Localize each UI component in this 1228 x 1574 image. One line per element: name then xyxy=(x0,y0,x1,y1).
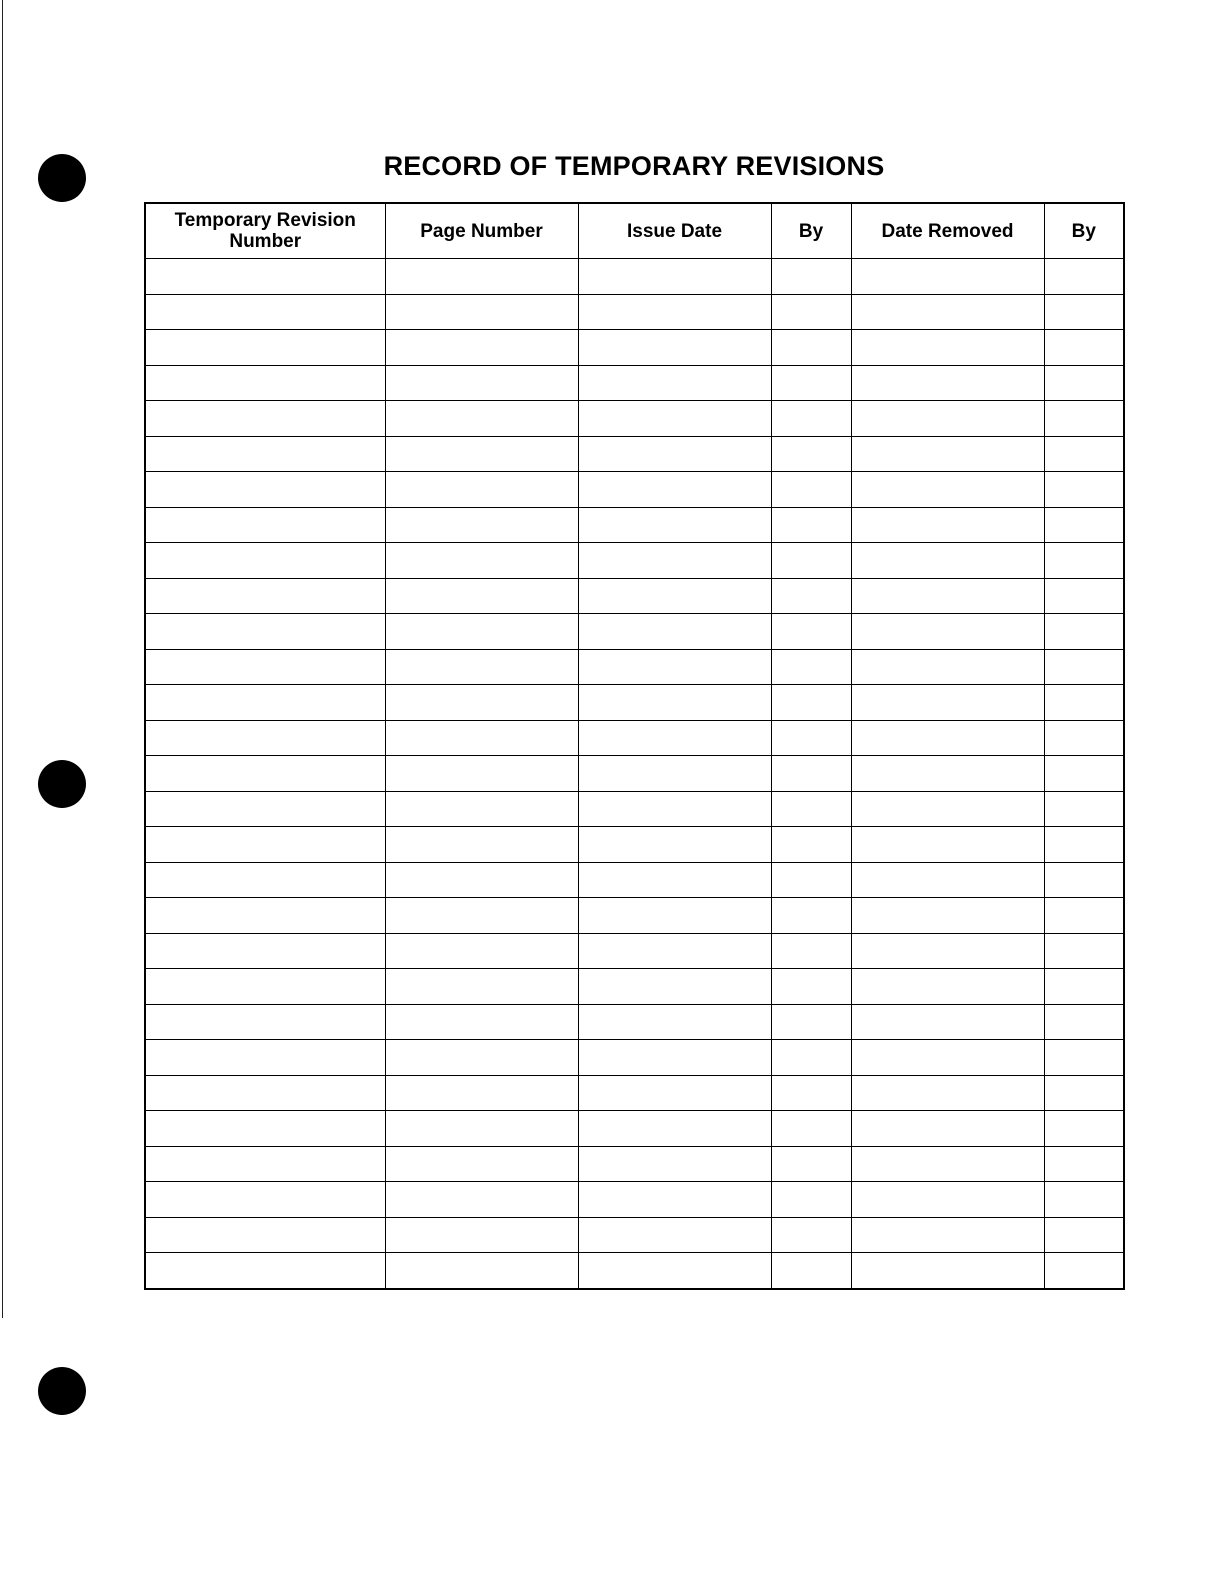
table-row xyxy=(145,1253,1124,1289)
cell-date-removed xyxy=(851,685,1044,721)
cell-by-issued xyxy=(771,1146,851,1182)
cell-by-removed xyxy=(1044,294,1124,330)
cell-issue-date xyxy=(578,1182,771,1218)
cell-by-issued xyxy=(771,1075,851,1111)
binder-hole-middle xyxy=(38,760,86,808)
cell-by-issued xyxy=(771,543,851,579)
table-row xyxy=(145,578,1124,614)
cell-date-removed xyxy=(851,294,1044,330)
cell-issue-date xyxy=(578,1146,771,1182)
cell-by-removed xyxy=(1044,933,1124,969)
cell-date-removed xyxy=(851,578,1044,614)
cell-revision-number xyxy=(145,1217,385,1253)
cell-date-removed xyxy=(851,259,1044,295)
header-temporary-revision-number: Temporary Revision Number xyxy=(145,203,385,259)
cell-revision-number xyxy=(145,791,385,827)
cell-page-number xyxy=(385,294,578,330)
table-row xyxy=(145,649,1124,685)
cell-page-number xyxy=(385,365,578,401)
cell-revision-number xyxy=(145,294,385,330)
cell-by-removed xyxy=(1044,756,1124,792)
header-by-removed: By xyxy=(1044,203,1124,259)
cell-by-issued xyxy=(771,578,851,614)
cell-revision-number xyxy=(145,401,385,437)
cell-by-issued xyxy=(771,401,851,437)
cell-by-issued xyxy=(771,720,851,756)
cell-by-removed xyxy=(1044,401,1124,437)
cell-revision-number xyxy=(145,685,385,721)
cell-revision-number xyxy=(145,1182,385,1218)
cell-date-removed xyxy=(851,649,1044,685)
cell-date-removed xyxy=(851,1146,1044,1182)
cell-revision-number xyxy=(145,614,385,650)
cell-by-removed xyxy=(1044,1111,1124,1147)
cell-issue-date xyxy=(578,1040,771,1076)
cell-date-removed xyxy=(851,1004,1044,1040)
cell-by-removed xyxy=(1044,898,1124,934)
table-row xyxy=(145,1217,1124,1253)
cell-date-removed xyxy=(851,436,1044,472)
table-row xyxy=(145,543,1124,579)
table-row xyxy=(145,365,1124,401)
table-row xyxy=(145,827,1124,863)
cell-by-removed xyxy=(1044,827,1124,863)
cell-date-removed xyxy=(851,1075,1044,1111)
cell-by-issued xyxy=(771,1182,851,1218)
table-row xyxy=(145,614,1124,650)
cell-by-removed xyxy=(1044,436,1124,472)
cell-date-removed xyxy=(851,1182,1044,1218)
cell-revision-number xyxy=(145,756,385,792)
cell-by-removed xyxy=(1044,862,1124,898)
cell-date-removed xyxy=(851,365,1044,401)
cell-revision-number xyxy=(145,1253,385,1289)
cell-by-removed xyxy=(1044,259,1124,295)
cell-date-removed xyxy=(851,827,1044,863)
table-row xyxy=(145,507,1124,543)
cell-revision-number xyxy=(145,543,385,579)
cell-issue-date xyxy=(578,827,771,863)
cell-by-removed xyxy=(1044,543,1124,579)
cell-revision-number xyxy=(145,898,385,934)
cell-revision-number xyxy=(145,1040,385,1076)
cell-by-issued xyxy=(771,330,851,366)
cell-by-removed xyxy=(1044,720,1124,756)
cell-by-removed xyxy=(1044,649,1124,685)
cell-date-removed xyxy=(851,791,1044,827)
cell-issue-date xyxy=(578,898,771,934)
binder-hole-bottom xyxy=(38,1367,86,1415)
cell-by-issued xyxy=(771,756,851,792)
table-row xyxy=(145,720,1124,756)
cell-by-issued xyxy=(771,507,851,543)
cell-by-removed xyxy=(1044,614,1124,650)
cell-revision-number xyxy=(145,1146,385,1182)
cell-by-removed xyxy=(1044,1182,1124,1218)
cell-page-number xyxy=(385,543,578,579)
cell-page-number xyxy=(385,614,578,650)
cell-revision-number xyxy=(145,1111,385,1147)
cell-by-issued xyxy=(771,969,851,1005)
cell-by-removed xyxy=(1044,578,1124,614)
cell-page-number xyxy=(385,1253,578,1289)
cell-revision-number xyxy=(145,578,385,614)
cell-date-removed xyxy=(851,1253,1044,1289)
cell-date-removed xyxy=(851,1040,1044,1076)
cell-page-number xyxy=(385,649,578,685)
table-body xyxy=(145,259,1124,1289)
cell-date-removed xyxy=(851,756,1044,792)
cell-page-number xyxy=(385,472,578,508)
cell-issue-date xyxy=(578,543,771,579)
cell-page-number xyxy=(385,1146,578,1182)
cell-date-removed xyxy=(851,330,1044,366)
cell-by-issued xyxy=(771,933,851,969)
table-row xyxy=(145,1040,1124,1076)
cell-date-removed xyxy=(851,898,1044,934)
cell-page-number xyxy=(385,685,578,721)
cell-issue-date xyxy=(578,1111,771,1147)
page-title: RECORD OF TEMPORARY REVISIONS xyxy=(383,151,885,181)
cell-date-removed xyxy=(851,507,1044,543)
cell-by-removed xyxy=(1044,507,1124,543)
cell-revision-number xyxy=(145,862,385,898)
cell-page-number xyxy=(385,720,578,756)
header-page-number: Page Number xyxy=(385,203,578,259)
cell-issue-date xyxy=(578,436,771,472)
cell-page-number xyxy=(385,1040,578,1076)
table-row xyxy=(145,1182,1124,1218)
cell-issue-date xyxy=(578,401,771,437)
cell-by-removed xyxy=(1044,969,1124,1005)
header-date-removed: Date Removed xyxy=(851,203,1044,259)
cell-date-removed xyxy=(851,614,1044,650)
cell-by-removed xyxy=(1044,330,1124,366)
cell-page-number xyxy=(385,401,578,437)
cell-revision-number xyxy=(145,259,385,295)
cell-page-number xyxy=(385,436,578,472)
cell-by-issued xyxy=(771,827,851,863)
table-row xyxy=(145,756,1124,792)
cell-page-number xyxy=(385,827,578,863)
cell-date-removed xyxy=(851,472,1044,508)
cell-issue-date xyxy=(578,933,771,969)
header-by-issued: By xyxy=(771,203,851,259)
cell-issue-date xyxy=(578,1004,771,1040)
cell-by-removed xyxy=(1044,365,1124,401)
cell-by-issued xyxy=(771,1040,851,1076)
cell-page-number xyxy=(385,862,578,898)
cell-revision-number xyxy=(145,330,385,366)
cell-by-issued xyxy=(771,472,851,508)
cell-page-number xyxy=(385,1217,578,1253)
cell-date-removed xyxy=(851,969,1044,1005)
table-row xyxy=(145,969,1124,1005)
table-row xyxy=(145,472,1124,508)
table-header-row xyxy=(145,203,1124,259)
cell-by-issued xyxy=(771,862,851,898)
cell-revision-number xyxy=(145,472,385,508)
cell-page-number xyxy=(385,969,578,1005)
cell-revision-number xyxy=(145,969,385,1005)
cell-date-removed xyxy=(851,401,1044,437)
cell-by-issued xyxy=(771,898,851,934)
cell-issue-date xyxy=(578,259,771,295)
cell-issue-date xyxy=(578,1075,771,1111)
table-row xyxy=(145,1004,1124,1040)
table-row xyxy=(145,1111,1124,1147)
cell-by-removed xyxy=(1044,472,1124,508)
cell-page-number xyxy=(385,791,578,827)
table-row xyxy=(145,933,1124,969)
cell-issue-date xyxy=(578,1217,771,1253)
cell-issue-date xyxy=(578,969,771,1005)
cell-revision-number xyxy=(145,720,385,756)
cell-by-removed xyxy=(1044,1040,1124,1076)
cell-by-issued xyxy=(771,1253,851,1289)
page-left-edge xyxy=(2,0,3,1318)
cell-issue-date xyxy=(578,862,771,898)
cell-page-number xyxy=(385,259,578,295)
cell-page-number xyxy=(385,1111,578,1147)
cell-by-removed xyxy=(1044,791,1124,827)
cell-page-number xyxy=(385,898,578,934)
cell-issue-date xyxy=(578,472,771,508)
cell-date-removed xyxy=(851,1111,1044,1147)
cell-date-removed xyxy=(851,933,1044,969)
cell-page-number xyxy=(385,507,578,543)
cell-by-removed xyxy=(1044,685,1124,721)
cell-date-removed xyxy=(851,862,1044,898)
cell-issue-date xyxy=(578,507,771,543)
header-issue-date: Issue Date xyxy=(578,203,771,259)
cell-page-number xyxy=(385,1182,578,1218)
cell-by-removed xyxy=(1044,1075,1124,1111)
cell-issue-date xyxy=(578,578,771,614)
cell-revision-number xyxy=(145,1075,385,1111)
cell-date-removed xyxy=(851,543,1044,579)
cell-revision-number xyxy=(145,436,385,472)
cell-issue-date xyxy=(578,791,771,827)
table-row xyxy=(145,898,1124,934)
cell-revision-number xyxy=(145,827,385,863)
cell-by-issued xyxy=(771,1111,851,1147)
cell-by-removed xyxy=(1044,1217,1124,1253)
cell-by-issued xyxy=(771,614,851,650)
cell-page-number xyxy=(385,1075,578,1111)
cell-issue-date xyxy=(578,330,771,366)
table-row xyxy=(145,791,1124,827)
cell-issue-date xyxy=(578,649,771,685)
cell-issue-date xyxy=(578,756,771,792)
cell-by-issued xyxy=(771,365,851,401)
cell-page-number xyxy=(385,1004,578,1040)
cell-date-removed xyxy=(851,720,1044,756)
table-row xyxy=(145,685,1124,721)
cell-by-issued xyxy=(771,791,851,827)
cell-page-number xyxy=(385,933,578,969)
cell-issue-date xyxy=(578,294,771,330)
table-row xyxy=(145,294,1124,330)
cell-by-removed xyxy=(1044,1004,1124,1040)
cell-page-number xyxy=(385,756,578,792)
cell-by-removed xyxy=(1044,1146,1124,1182)
cell-by-issued xyxy=(771,259,851,295)
table-row xyxy=(145,401,1124,437)
cell-revision-number xyxy=(145,933,385,969)
cell-by-issued xyxy=(771,1004,851,1040)
table-row xyxy=(145,862,1124,898)
cell-issue-date xyxy=(578,1253,771,1289)
table-row xyxy=(145,259,1124,295)
cell-issue-date xyxy=(578,720,771,756)
cell-issue-date xyxy=(578,365,771,401)
cell-by-issued xyxy=(771,1217,851,1253)
table-row xyxy=(145,436,1124,472)
table-row xyxy=(145,1146,1124,1182)
cell-by-issued xyxy=(771,685,851,721)
cell-by-issued xyxy=(771,649,851,685)
cell-page-number xyxy=(385,330,578,366)
cell-issue-date xyxy=(578,614,771,650)
table-row xyxy=(145,1075,1124,1111)
cell-by-issued xyxy=(771,436,851,472)
cell-revision-number xyxy=(145,365,385,401)
cell-revision-number xyxy=(145,507,385,543)
table-row xyxy=(145,330,1124,366)
cell-revision-number xyxy=(145,1004,385,1040)
cell-page-number xyxy=(385,578,578,614)
revisions-table xyxy=(144,202,1125,1290)
cell-revision-number xyxy=(145,649,385,685)
cell-by-removed xyxy=(1044,1253,1124,1289)
cell-by-issued xyxy=(771,294,851,330)
cell-issue-date xyxy=(578,685,771,721)
cell-date-removed xyxy=(851,1217,1044,1253)
